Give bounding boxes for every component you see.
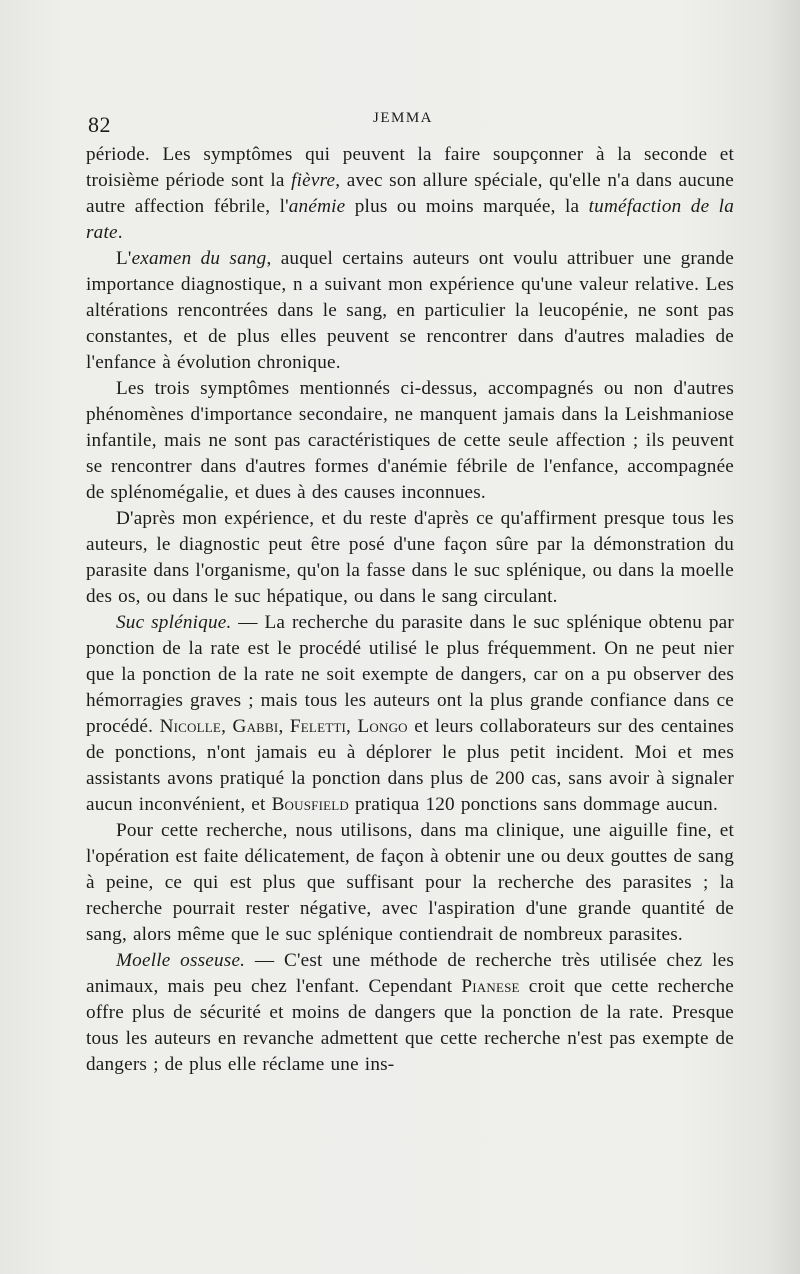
- italic-text: anémie: [288, 196, 346, 217]
- text-segment: .: [117, 222, 123, 243]
- paragraph: [86, 948, 734, 1078]
- paragraph: [86, 142, 734, 246]
- body-text: [86, 142, 734, 1078]
- text-segment: D'après mon expérience, et du reste d'après ce qu'affirment presque tous les auteurs, le diagnostic peut être posé d'une façon sûre par la démonstration du parasite dans l'organisme, qu'on la fasse dans le suc splénique, ou dans la moelle des os, ou dans le suc hépatique, ou dans le sang circulant.: [86, 508, 734, 607]
- page-number: 82: [88, 112, 111, 137]
- text-segment: , avec son allure spéciale, qu'elle n'a dans aucune autre affection fébrile, l': [86, 170, 735, 217]
- text-segment: — La recherche du parasite dans le suc splénique obtenu par ponction de la rate est le procédé utilisé le plus fréquemment. On ne peut nier que la ponction de la rate ne soit exempte de dangers, car on a pu observer des hémorragies graves ; mais tous les auteurs ont la plus grande confiance dans ce procédé.: [86, 612, 734, 737]
- text-segment: ,: [346, 716, 358, 737]
- author-name: Bousfield: [271, 794, 349, 815]
- paragraph: [86, 818, 734, 948]
- running-title: JEMMA: [373, 110, 434, 126]
- italic-text: Moelle osseuse.: [116, 950, 246, 971]
- text-segment: pratiqua 120 ponctions sans dommage aucun.: [349, 794, 718, 815]
- author-name: Feletti: [289, 716, 347, 737]
- text-segment: ,: [278, 716, 290, 737]
- text-segment: , auquel certains auteurs ont voulu attribuer une grande importance diagnostique, n a suivant mon expérience qu'une valeur relative. Les altérations rencontrées dans le sang, en particulier la leucopénie, ne sont pas constantes, et de plus elles peuvent se rencontrer dans d'autres maladies de l'enfance à évolution chronique.: [86, 248, 734, 373]
- paragraph: [86, 376, 734, 506]
- paragraph: [86, 610, 734, 818]
- paragraph: [86, 506, 734, 610]
- italic-text: examen du sang: [131, 248, 267, 269]
- text-segment: plus ou moins marquée, la: [345, 196, 589, 217]
- text-segment: Les trois symptômes mentionnés ci-dessus, accompagnés ou non d'autres phénomènes d'importance secondaire, ne manquent jamais dans la Leishmaniose infantile, mais ne sont pas caractéristiques de cette seule affection ; ils peuvent se rencontrer dans d'autres formes d'anémie fébrile de l'enfance, accompagnée de splénomégalie, et dues à des causes inconnues.: [86, 378, 734, 503]
- author-name: Pianese: [461, 976, 520, 997]
- author-name: Nicolle: [159, 716, 222, 737]
- text-segment: période. Les symptômes qui peuvent la faire soupçonner à la seconde et troisième période sont la: [86, 144, 734, 191]
- text-segment: Pour cette recherche, nous utilisons, dans ma clinique, une aiguille fine, et l'opération est faite délicatement, de façon à obtenir une ou deux gouttes de sang à peine, ce qui est plus que suffisant pour la recherche des parasites ; la recherche pourrait rester négative, avec l'aspiration d'une grande quantité de sang, alors même que le suc splénique contiendrait de nombreux parasites.: [86, 820, 734, 945]
- page-header: [88, 106, 728, 136]
- author-name: Longo: [357, 716, 408, 737]
- text-segment: et leurs collaborateurs sur des centaines de ponctions, n'ont jamais eu à déplorer le plus petit incident. Moi et mes assistants avons pratiqué la ponction dans plus de 200 cas, sans avoir à signaler aucun inconvénient, et: [86, 716, 734, 815]
- italic-text: fièvre: [291, 170, 336, 191]
- paragraph: [86, 246, 734, 376]
- text-segment: croit que cette recherche offre plus de sécurité et moins de dangers que la ponction de la rate. Presque tous les auteurs en revanche admettent que cette recherche n'est pas exempte de dangers ; de plus elle réclame une ins-: [86, 976, 734, 1075]
- text-segment: ,: [221, 716, 233, 737]
- text-segment: L': [116, 248, 132, 269]
- italic-text: Suc splénique.: [116, 612, 232, 633]
- italic-text: tuméfaction de la rate: [86, 196, 734, 243]
- author-name: Gabbi: [232, 716, 279, 737]
- text-segment: — C'est une méthode de recherche très utilisée chez les animaux, mais peu chez l'enfant. Cependant: [86, 950, 734, 997]
